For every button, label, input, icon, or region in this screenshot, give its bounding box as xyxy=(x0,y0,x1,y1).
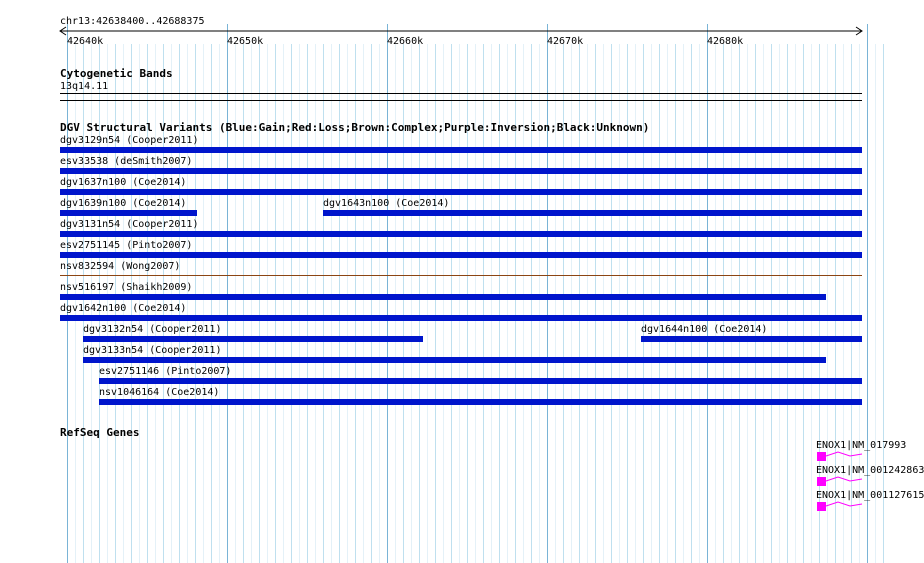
dgv-feature-bar[interactable] xyxy=(60,275,862,276)
cyto-band-top-line xyxy=(60,93,862,94)
dgv-feature-label[interactable]: dgv1643n100 (Coe2014) xyxy=(323,198,450,209)
dgv-feature-label[interactable]: nsv832594 (Wong2007) xyxy=(60,261,181,272)
ruler-tick-label: 42670k xyxy=(547,36,584,47)
gene-exon[interactable] xyxy=(817,502,826,511)
dgv-feature-label[interactable]: nsv1046164 (Coe2014) xyxy=(99,387,220,398)
dgv-feature-label[interactable]: dgv1639n100 (Coe2014) xyxy=(60,198,187,209)
ruler-tick-label: 42660k xyxy=(387,36,424,47)
gene-intron[interactable] xyxy=(826,475,862,487)
dgv-feature-bar[interactable] xyxy=(60,189,862,195)
ruler-tick-label: 42680k xyxy=(707,36,744,47)
dgv-feature-label[interactable]: dgv1637n100 (Coe2014) xyxy=(60,177,187,188)
gene-exon[interactable] xyxy=(817,477,826,486)
cyto-band-bottom-line xyxy=(60,100,862,101)
gene-intron[interactable] xyxy=(826,450,862,462)
dgv-feature-bar[interactable] xyxy=(83,336,423,342)
dgv-feature-bar[interactable] xyxy=(83,357,826,363)
refseq-track-title: RefSeq Genes xyxy=(60,426,140,439)
dgv-feature-label[interactable]: nsv516197 (Shaikh2009) xyxy=(60,282,193,293)
cyto-band-label[interactable]: 13q14.11 xyxy=(60,81,109,92)
dgv-feature-label[interactable]: esv2751146 (Pinto2007) xyxy=(99,366,232,377)
gene-label[interactable]: ENOX1|NM_017993 xyxy=(816,440,907,451)
dgv-feature-label[interactable]: dgv3132n54 (Cooper2011) xyxy=(83,324,222,335)
gene-exon[interactable] xyxy=(817,452,826,461)
dgv-feature-label[interactable]: dgv3131n54 (Cooper2011) xyxy=(60,219,199,230)
dgv-feature-bar[interactable] xyxy=(323,210,862,216)
dgv-feature-label[interactable]: dgv1644n100 (Coe2014) xyxy=(641,324,768,335)
dgv-feature-bar[interactable] xyxy=(60,294,826,300)
dgv-feature-bar[interactable] xyxy=(99,399,862,405)
dgv-feature-bar[interactable] xyxy=(60,231,862,237)
ruler-tick-label: 42650k xyxy=(227,36,264,47)
cyto-track-title: Cytogenetic Bands xyxy=(60,67,173,80)
dgv-feature-bar[interactable] xyxy=(60,252,862,258)
gene-intron[interactable] xyxy=(826,500,862,512)
gene-label[interactable]: ENOX1|NM_001242863 xyxy=(816,465,924,476)
dgv-feature-bar[interactable] xyxy=(60,168,862,174)
ruler-tick-label: 42640k xyxy=(67,36,104,47)
dgv-feature-bar[interactable] xyxy=(641,336,862,342)
dgv-feature-bar[interactable] xyxy=(60,147,862,153)
gene-label[interactable]: ENOX1|NM_001127615 xyxy=(816,490,924,501)
dgv-feature-bar[interactable] xyxy=(60,315,862,321)
dgv-track-title: DGV Structural Variants (Blue:Gain;Red:Loss;Brown:Complex;Purple:Inversion;Black:Unknown) xyxy=(60,121,650,134)
dgv-feature-label[interactable]: dgv1642n100 (Coe2014) xyxy=(60,303,187,314)
dgv-feature-label[interactable]: esv2751145 (Pinto2007) xyxy=(60,240,193,251)
dgv-feature-label[interactable]: dgv3133n54 (Cooper2011) xyxy=(83,345,222,356)
dgv-feature-label[interactable]: dgv3129n54 (Cooper2011) xyxy=(60,135,199,146)
ruler-title: chr13:42638400..42688375 xyxy=(60,16,205,27)
dgv-feature-bar[interactable] xyxy=(99,378,862,384)
dgv-feature-label[interactable]: esv33538 (deSmith2007) xyxy=(60,156,193,167)
dgv-feature-bar[interactable] xyxy=(60,210,197,216)
